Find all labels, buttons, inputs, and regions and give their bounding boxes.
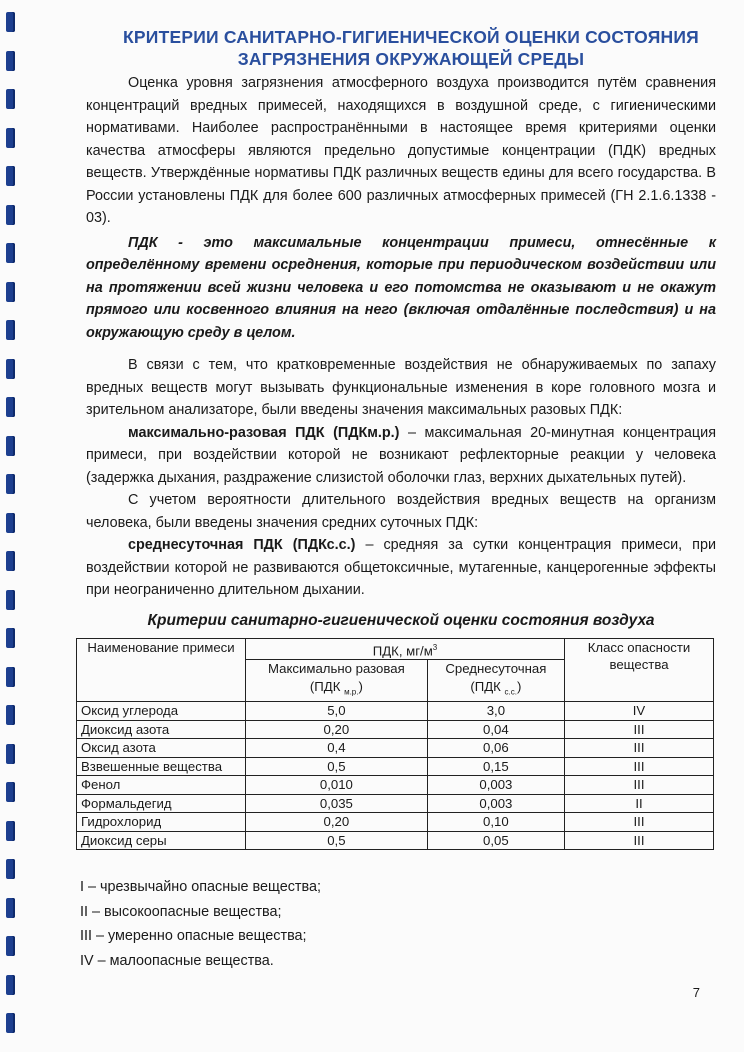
table-row: Диоксид азота 0,20 0,04 III	[77, 720, 714, 739]
binding-ring	[6, 436, 15, 456]
binding-ring	[6, 975, 15, 995]
table-row: Оксид углерода 5,0 3,0 IV	[77, 702, 714, 721]
table-title: Критерии санитарно-гигиенической оценки состояния воздуха	[147, 611, 655, 629]
binding-ring	[6, 243, 15, 263]
binding-ring	[6, 782, 15, 802]
ss-text: – средняя за сутки концентрация примеси, при воздействии которой не развиваются общетоксичные, мутагенные, канцерогенные эффекты при неограниченно длительном дыхании.	[86, 537, 716, 598]
binding-ring	[6, 359, 15, 379]
binding-ring	[6, 936, 15, 956]
legend-item: II – высокоопасные вещества;	[80, 903, 282, 920]
criteria-table	[76, 638, 714, 851]
page-number: 7	[692, 985, 700, 1000]
binding-ring	[6, 12, 15, 32]
mr-term: максимально-разовая ПДК (ПДКм.р.)	[128, 424, 400, 441]
header-class: Класс опасности вещества	[565, 638, 714, 702]
binding-ring	[6, 320, 15, 340]
legend-item: III – умеренно опасные вещества;	[80, 928, 307, 945]
binding-ring	[6, 628, 15, 648]
long-term-paragraph: С учетом вероятности длительного воздействия вредных веществ на организм человека, были введены значения средних суточных ПДК:	[86, 492, 716, 531]
ss-term: среднесуточная ПДК (ПДКс.с.)	[128, 537, 356, 553]
title-line-1: КРИТЕРИИ САНИТАРНО-ГИГИЕНИЧЕСКОЙ ОЦЕНКИ СОСТОЯНИЯ	[123, 27, 699, 47]
binding-ring	[6, 898, 15, 918]
binding-ring	[6, 705, 15, 725]
header-ss: Среднесуточная (ПДК $_{с.с.}$)	[427, 660, 564, 702]
binding-ring	[6, 89, 15, 109]
binding-ring	[6, 282, 15, 302]
header-pdk: ПДК, $мг/м^3$	[246, 638, 565, 660]
binding-ring	[6, 859, 15, 879]
binding-ring	[6, 744, 15, 764]
ss-definition	[86, 534, 716, 602]
intro-paragraph: Оценка уровня загрязнения атмосферного воздуха производится путём сравнения концентраций вредных примесей, находящихся в воздушной среде, с гигиеническими нормативами. Наиболее распространёнными в настоящее время критериями оценки качества атмосферы являются предельно допустимые концентрации (ПДК) вредных веществ. Утверждённые нормативы ПДК различных веществ едины для всего государства. В России установлены ПДК для более 600 различных атмосферных примесей (ГН 2.1.6.1338 - 03).	[86, 75, 716, 226]
binding-ring	[6, 667, 15, 687]
table-header-row	[77, 638, 714, 660]
binding-ring	[6, 551, 15, 571]
table-row: Взвешенные вещества 0,5 0,15 III	[77, 757, 714, 776]
table-row: Оксид азота 0,4 0,06 III	[77, 739, 714, 758]
binding-ring	[6, 590, 15, 610]
binding-ring	[6, 397, 15, 417]
binding-ring	[6, 474, 15, 494]
legend-item: IV – малоопасные вещества.	[80, 952, 274, 969]
pdk-definition: ПДК - это максимальные концентрации примеси, отнесённые к определённому времени осреднения, которые при периодическом воздействии или на протяжении всей жизни человека и его потомства не оказывают и не окажут прямого или косвенного влияния на него (включая отдалённые последствия) и на окружающую среду в целом.	[86, 234, 716, 341]
binding-ring	[6, 51, 15, 71]
binding-ring	[6, 166, 15, 186]
page-title	[96, 26, 726, 70]
legend-item: I – чрезвычайно опасные вещества;	[80, 879, 321, 896]
mr-text: – максимальная 20-минутная концентрация примеси, при воздействии которой не возникают рефлекторные реакции у человека (задержка дыхания, раздражение слизистой оболочки глаз, верхних дыхательных путей).	[86, 424, 716, 486]
header-name: Наименование примеси	[77, 638, 246, 702]
short-term-paragraph: В связи с тем, что кратковременные воздействия не обнаруживаемых по запаху вредных веществ могут вызывать функциональные изменения в коре головного мозга и зрительном анализаторе, были введены значения максимальных разовых ПДК:	[86, 357, 716, 418]
mr-definition	[86, 422, 716, 490]
spiral-binding	[0, 0, 18, 1052]
binding-ring	[6, 128, 15, 148]
table-row: Диоксид серы 0,5 0,05 III	[77, 831, 714, 850]
header-mr: Максимально разовая (ПДК $_{м.р.}$)	[246, 660, 428, 702]
binding-ring	[6, 513, 15, 533]
binding-ring	[6, 1013, 15, 1033]
table-row: Фенол 0,010 0,003 III	[77, 776, 714, 795]
document-page	[80, 26, 716, 974]
table-row: Формальдегид 0,035 0,003 II	[77, 794, 714, 813]
title-line-2: ЗАГРЯЗНЕНИЯ ОКРУЖАЮЩЕЙ СРЕДЫ	[237, 49, 585, 69]
binding-ring	[6, 205, 15, 225]
table-row: Гидрохлорид 0,20 0,10 III	[77, 813, 714, 832]
binding-ring	[6, 821, 15, 841]
hazard-class-legend	[80, 876, 716, 972]
